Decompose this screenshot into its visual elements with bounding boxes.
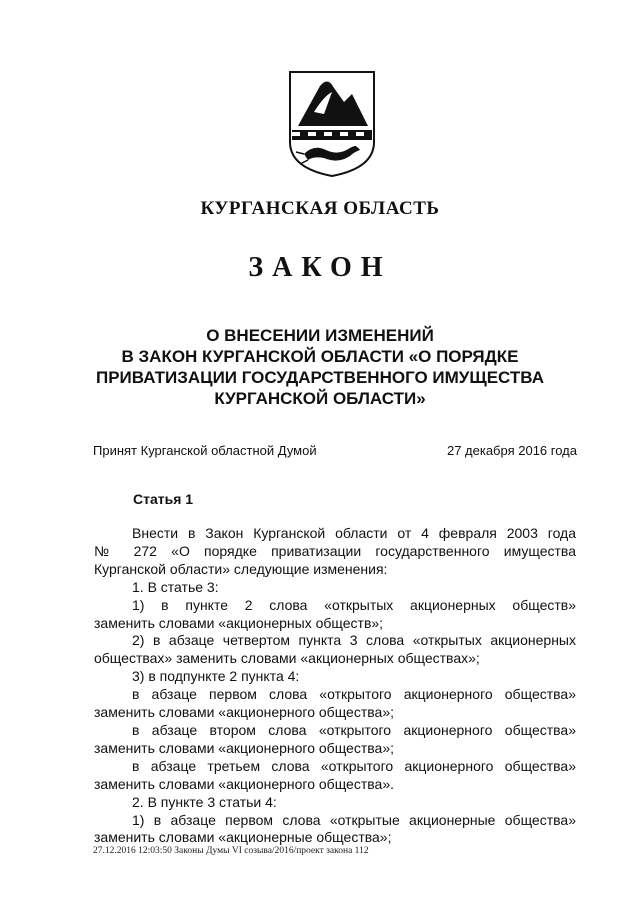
text-line: Курганской области» следующие изменения: (94, 560, 388, 577)
text-line: 2. В пункте 3 статьи 4: (132, 793, 277, 810)
document-type-title: ЗАКОН (248, 252, 392, 283)
text-line: заменить словами «акционерные общества»; (94, 829, 392, 846)
text-line: Внести в Закон Курганской области от 4 февраля 2003 года (132, 525, 576, 541)
text-line: в абзаце первом слова «открытого акционерного общества» (132, 686, 576, 703)
text-line: заменить словами «акционерного общества». (94, 775, 395, 792)
article-body (94, 525, 576, 847)
law-subject-line: В ЗАКОН КУРГАНСКОЙ ОБЛАСТИ «О ПОРЯДКЕ (121, 347, 519, 366)
law-subject-line: ПРИВАТИЗАЦИИ ГОСУДАРСТВЕННОГО ИМУЩЕСТВА (95, 368, 544, 387)
text-line: 1) в пункте 2 слова «открытых акционерных обществ» (132, 596, 576, 613)
coat-of-arms-icon (284, 68, 380, 178)
adopted-by: Принят Курганской областной Думой (93, 443, 317, 458)
adoption-date: 27 декабря 2016 года (446, 443, 577, 458)
article-heading: Статья 1 (133, 491, 194, 507)
text-line: 2) в абзаце четвертом пункта 3 слова «открытых акционерных (132, 632, 576, 649)
text-line: в абзаце втором слова «открытого акционерного общества» (132, 721, 576, 738)
region-title: КУРГАНСКАЯ ОБЛАСТЬ (200, 198, 440, 219)
text-line: 1) в абзаце первом слова «открытые акционерные общества» (132, 811, 576, 828)
text-line: обществах» заменить словами «акционерных обществах»; (94, 650, 480, 667)
text-line: № 272 «О порядке приватизации государственного имущества (94, 542, 576, 559)
text-line: заменить словами «акционерного общества»; (94, 739, 395, 756)
text-line: в абзаце третьем слова «открытого акционерного общества» (132, 757, 576, 774)
text-line: заменить словами «акционерного общества»; (94, 704, 395, 721)
text-line: 1. В статье 3: (132, 578, 219, 595)
adoption-row (93, 443, 577, 458)
text-line: заменить словами «акционерных обществ»; (94, 614, 384, 631)
document-footer: 27.12.2016 12:03:50 Законы Думы VI созыва/2016/проект закона 112 (93, 846, 369, 856)
law-subject-line: О ВНЕСЕНИИ ИЗМЕНЕНИЙ (206, 326, 434, 345)
text-line: 3) в подпункте 2 пункта 4: (132, 668, 300, 685)
law-subject (60, 325, 580, 409)
law-subject-line: КУРГАНСКОЙ ОБЛАСТИ» (214, 389, 426, 408)
